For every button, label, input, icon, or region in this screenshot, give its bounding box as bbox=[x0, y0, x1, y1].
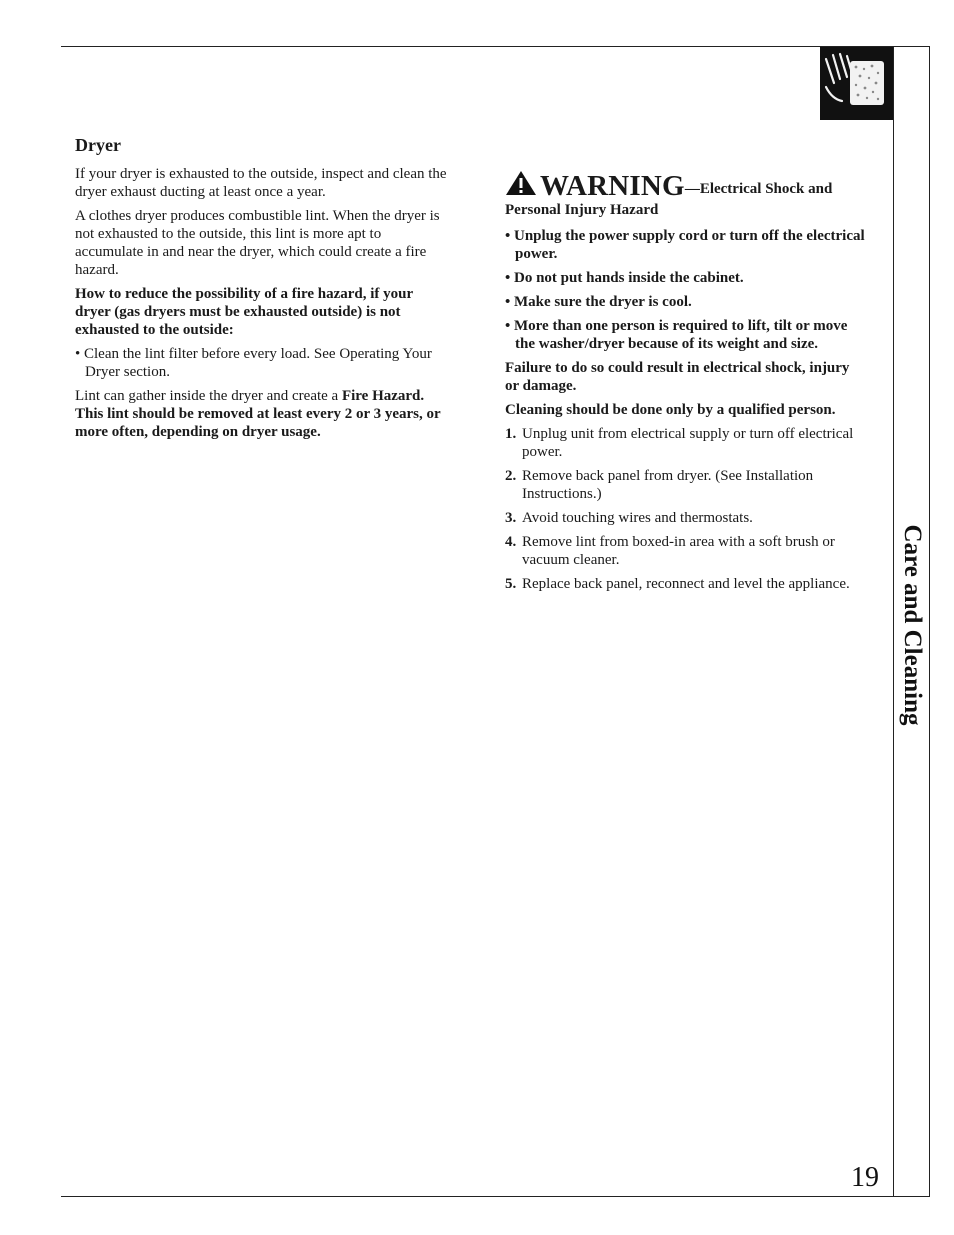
top-rule bbox=[61, 46, 930, 47]
warning-qualified-note: Cleaning should be done only by a qualified person. bbox=[505, 402, 836, 418]
step-text: Remove back panel from dryer. (See Installation Instructions.) bbox=[522, 468, 814, 502]
step-text: Avoid touching wires and thermostats. bbox=[522, 510, 753, 526]
warning-triangle-icon bbox=[505, 170, 537, 201]
step-number: 1. bbox=[505, 426, 517, 442]
warning-bullet: • Do not put hands inside the cabinet. bbox=[505, 270, 744, 286]
list-item bbox=[505, 509, 865, 527]
step-text: Unplug unit from electrical supply or turn off electrical power. bbox=[522, 426, 854, 460]
list-item bbox=[505, 425, 865, 461]
step-number: 4. bbox=[505, 534, 517, 550]
fire-hazard-lead: Lint can gather inside the dryer and create a bbox=[75, 388, 342, 404]
cleaning-steps bbox=[505, 425, 865, 593]
side-tab-left-rule bbox=[893, 46, 894, 1197]
list-item bbox=[505, 575, 865, 593]
warning-header bbox=[505, 170, 865, 219]
dryer-heading: Dryer bbox=[75, 135, 121, 155]
dryer-lint-filter-bullet: • Clean the lint filter before every load. See Operating Your Dryer section. bbox=[75, 346, 432, 380]
warning-word: WARNING bbox=[540, 170, 685, 202]
step-text: Remove lint from boxed-in area with a soft brush or vacuum cleaner. bbox=[522, 534, 835, 568]
dryer-fire-hazard-instruction: How to reduce the possibility of a fire hazard, if your dryer (gas dryers must be exhausted outside) is not exhausted to the outside: bbox=[75, 286, 413, 338]
step-text: Replace back panel, reconnect and level the appliance. bbox=[522, 576, 850, 592]
warning-title-continued: Personal Injury Hazard bbox=[505, 202, 659, 218]
hand-with-sponge-icon bbox=[820, 47, 893, 120]
bottom-rule bbox=[61, 1196, 930, 1197]
side-tab-right-rule bbox=[929, 46, 930, 1197]
dryer-paragraph-exhaust: If your dryer is exhausted to the outside, inspect and clean the dryer exhaust ducting at least once a year. bbox=[75, 166, 447, 200]
warning-failure-note: Failure to do so could result in electrical shock, injury or damage. bbox=[505, 360, 850, 394]
warning-bullet: • Make sure the dryer is cool. bbox=[505, 294, 692, 310]
warning-title: —Electrical Shock and bbox=[684, 181, 833, 197]
list-item bbox=[505, 533, 865, 569]
fire-hazard-bold: Fire Hazard. This lint should be removed at least every 2 or 3 years, or more often, depending on dryer usage. bbox=[75, 388, 441, 440]
warning-bullet: • More than one person is required to lift, tilt or move the washer/dryer because of its weight and size. bbox=[505, 318, 848, 352]
dryer-paragraph-lint: A clothes dryer produces combustible lint. When the dryer is not exhausted to the outside, this lint is more apt to accumulate in and near the dryer, which could create a fire hazard. bbox=[75, 208, 440, 278]
section-tab bbox=[896, 510, 928, 740]
dryer-paragraph-fire-hazard bbox=[75, 387, 450, 441]
warning-bullet: • Unplug the power supply cord or turn off the electrical power. bbox=[505, 228, 865, 262]
section-tab-label: Care and Cleaning bbox=[899, 524, 926, 726]
step-number: 3. bbox=[505, 510, 517, 526]
step-number: 2. bbox=[505, 468, 517, 484]
warning-section bbox=[505, 170, 865, 599]
dryer-section bbox=[75, 135, 450, 447]
page-number: 19 bbox=[851, 1162, 879, 1193]
step-number: 5. bbox=[505, 576, 517, 592]
list-item bbox=[505, 467, 865, 503]
